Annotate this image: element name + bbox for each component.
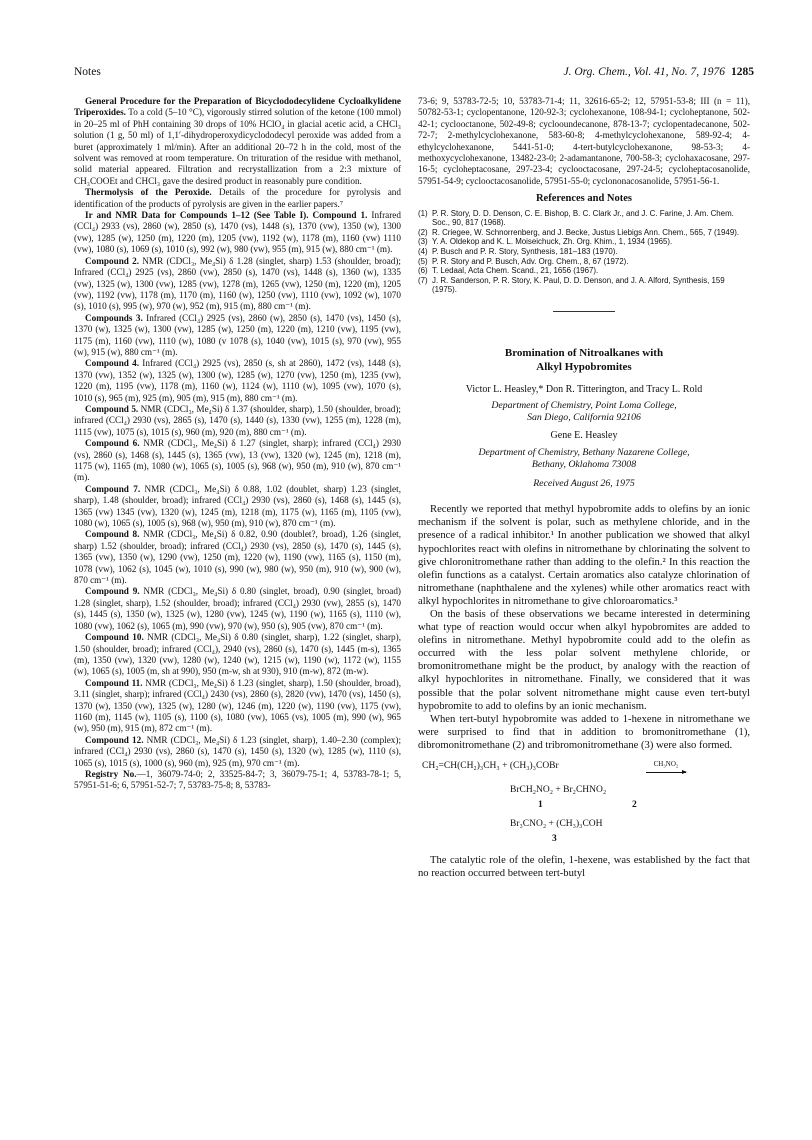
- journal-citation: [563, 66, 754, 78]
- affiliation-2: [418, 447, 750, 471]
- paragraph-lead: Compound 6.: [85, 438, 140, 449]
- body-paragraph: The catalytic role of the olefin, 1-hexene, was established by the fact that no reaction occurred between tert-butyl: [418, 855, 750, 880]
- reference-number: (4): [418, 247, 428, 257]
- body-paragraph: On the basis of these observations we became interested in determining what type of reaction would occur when alkyl hypobromites are added to olefins in nitromethane. Methyl hypobromite could add to the olefin as occurred with the less polar solvent methylene chloride, or bromonitromethane might be the product, by analogy with the reaction of alkyl hypochlorites in nitromethane. Finally, we considered that it was possible that the polar solvent nitromethane might cause even tert-butyl hypobromite to add to olefins by an ionic mechanism.: [418, 608, 750, 712]
- reference-text: P. Busch and P. R. Story, Synthesis, 181–183 (1970).: [432, 247, 618, 257]
- paragraph-text: To a cold (5–10 °C), vigorously stirred solution of the ketone (100 mmol) in 20–25 ml of PhH containing 30 drops of 10% HClO₄ in glacial acetic acid, a CHCl₃ solution (1 g, 50 ml) of 1,1′-dihydroperoxydicyclododecyl peroxide was added from a buret (approximately 1 ml/min). After an additional 20–72 h in the cold, most of the solvent was removed at room temperature. On trituration of the residue with methanol, solid material appeared. Filtration and recrystallization from a 2:3 mixture of CH₃COOEt and CHCl₃ gave the desired product in reasonably pure condition.: [74, 107, 401, 186]
- second-author: Gene E. Heasley: [550, 430, 618, 442]
- paragraph-lead: General Procedure for the Preparation of Bicyclododecylidene Cycloalkylidene Triperoxides.: [74, 96, 401, 118]
- experimental-paragraph: [74, 438, 401, 484]
- paragraph-text: Infrared (CCl₄) 2925 (vs), 2860 (w), 2850 (s), 1470 (vs), 1450 (s), 1370 (w), 1325 (w), 1300 (vw), 1285 (w), 1250 (m), 1220 (m), 1210 (vw), 1195 (vw), 1175 (m), 1160 (vw), 1110 (w), 1080 (v 1078 (s), 1040 (vw), 1015 (s), 970 (vw), 955 (w), 915 (w), 880 cm⁻¹ (m).: [74, 312, 401, 357]
- references-section: [418, 193, 750, 295]
- experimental-paragraph: [74, 210, 401, 256]
- paragraph-text: NMR (CDCl₃, Me₄Si) δ 0.80 (singlet, sharp), 1.22 (singlet, sharp), 1.50 (shoulder, broad); infrared (CCl₄), 2940 (vs), 2860 (s), 1470 (s), 1445 (m-s), 1365 (m), 1350 (vw), 1320 (vw), 1280 (w), 1240 (w), 1215 (w), 1190 (w), 1172 (w), 1155 (w), 1065 (s), 1005 (m, sh at 990), 950 (m-w, sh at 930), 910 (m-w), 872 (m-w).: [74, 632, 401, 677]
- reagent-label: CH₃NO₂: [653, 760, 679, 768]
- experimental-paragraph: [74, 404, 401, 438]
- experimental-paragraph: [74, 96, 401, 187]
- left-column: [74, 96, 401, 792]
- paragraph-text: Infrared (CCl₄) 2925 (vs), 2850 (s, sh at 2860), 1472 (vs), 1448 (s), 1370 (vw), 1352 (w), 1325 (w), 1300 (w), 1285 (w), 1270 (vw), 1250 (m), 1235 (vw), 1220 (m), 1195 (vw), 1178 (m), 1160 (w), 1124 (w), 1110 (w), 1095 (vw), 1070 (s), 1010 (s), 965 (m), 925 (m), 905 (m), 915 (m), 880 cm⁻¹ (m).: [74, 358, 401, 403]
- experimental-paragraph: [74, 313, 401, 359]
- page-number: 1285: [731, 66, 754, 78]
- reference-item: [418, 276, 750, 295]
- body-paragraph: Recently we reported that methyl hypobromite adds to olefins by an ionic mechanism if the solvent is polar, such as methylene chloride, and in the presence of a radical inhibitor.¹ In another publication we showed that alkyl hypochlorites react with olefins in nitromethane by chlorinating the solvent to give chloronitromethane rather than adding to the olefin.² In this reaction the olefin functions as a catalyst. Certain aromatics also catalyze chlorination of nitromethane (naphthalene and the xylenes) while other aromatics react with alkyl hypochlorites in nitromethane to give chloroaromatics.³: [418, 504, 750, 607]
- article-authors: Victor L. Heasley,* Don R. Titterington, and Tracy L. Rold: [465, 384, 703, 395]
- paragraph-text: NMR (CDCl₃, Me₄Si) δ 1.37 (shoulder, sharp), 1.50 (shoulder, broad); infrared (CCl₄) 2930 (vs), 2865 (s), 1470 (s), 1440 (s), 1330 (vw), 1255 (m), 1228 (m), 1115 (vw), 1075 (s), 1015 (s), 960 (m), 920 (m), 880 cm⁻¹ (m).: [74, 403, 401, 437]
- reference-item: [418, 209, 750, 228]
- article-title-line: Bromination of Nitroalkanes with: [504, 347, 664, 359]
- reference-item: [418, 257, 750, 267]
- paragraph-lead: Compound 7.: [85, 483, 141, 494]
- reference-item: [418, 266, 750, 276]
- paragraph-lead: Compound 2.: [85, 255, 140, 266]
- experimental-paragraph: [74, 256, 401, 313]
- reference-item: [418, 228, 750, 238]
- reference-number: (3): [418, 237, 428, 247]
- article-divider: [553, 311, 615, 312]
- reference-number: (1): [418, 208, 428, 218]
- article-title: [418, 346, 750, 374]
- paragraph-text: Infrared (CCl₄) 2933 (vs), 2860 (w), 2850 (s), 1470 (vs), 1448 (s), 1370 (vw), 1350 (w), 1300 (vw), 1285 (w), 1250 (m), 1220 (m), 1205 (vw), 1192 (w), 1178 (m), 1160 (vw) 1110 (vw), 1080 (s), 1069 (s), 1010 (s), 992 (w), 980 (vw), 955 (m), 915 (w), 880 cm⁻¹ (m).: [74, 210, 401, 255]
- reaction-reactants: CH₂=CH(CH₂)₃CH₃ + (CH₃)₃COBr: [422, 761, 559, 771]
- reference-list: [418, 209, 750, 295]
- reference-text: P. R. Story and P. Busch, Adv. Org. Chem., 8, 67 (1972).: [432, 256, 629, 266]
- experimental-paragraph: [74, 678, 401, 735]
- paragraph-text: NMR (CDCl₃, Me₄Si) δ 1.23 (singlet, sharp), 1.50 (shoulder, broad), 3.11 (singlet, sharp); infrared (CCl₄) 2430 (vs), 2860 (s), 2820 (vw), 1470 (vs), 1450 (s), 1370 (w), 1350 (vw), 1325 (w), 1280 (w), 1246 (m), 1220 (w), 1190 (vw), 1175 (vw), 1160 (m), 1145 (w), 1105 (s), 1100 (s), 1080 (vw), 1065 (vs), 1005 (m), 990 (w), 965 (w), 950 (m), 915 (m), 872 cm⁻¹ (m).: [74, 677, 401, 734]
- paragraph-text: NMR (CDCl₃, Me₄Si) δ 0.88, 1.02 (doublet, sharp) 1.23 (singlet, sharp), 1.48 (shoulder, broad); infrared (CCl₄) 2930 (vs), 2860 (s), 1468 (s), 1445 (s), 1365 (vw) 1345 (vw), 1320 (w), 1245 (m), 1218 (m), 1175 (w), 1165 (m), 1105 (vw), 1080 (w), 1065 (s), 1005 (s), 968 (w), 950 (m), 910 (w), 870 cm⁻¹ (m).: [74, 483, 401, 529]
- affiliation-1: [418, 400, 750, 424]
- experimental-paragraph: [74, 484, 401, 530]
- affiliation-line: Department of Chemistry, Point Loma College,: [491, 400, 677, 412]
- paragraph-lead: Compounds 3.: [85, 312, 143, 323]
- experimental-paragraph: [74, 586, 401, 632]
- paragraph-lead: Compound 4.: [85, 358, 140, 369]
- paragraph-lead: Compound 11.: [85, 677, 143, 688]
- experimental-paragraph: [74, 769, 401, 792]
- received-date: Received August 26, 1975: [533, 477, 635, 489]
- reaction-arrow: [646, 758, 686, 773]
- experimental-paragraph: [74, 358, 401, 404]
- experimental-paragraph: [74, 632, 401, 678]
- affiliation-line: Department of Chemistry, Bethany Nazarene College,: [478, 446, 690, 458]
- paragraph-lead: Compound 9.: [85, 586, 140, 597]
- paragraph-lead: Thermolysis of the Peroxide.: [85, 187, 212, 198]
- reaction-products-2: Br₃CNO₂ + (CH₃)₃COH: [510, 819, 603, 829]
- registry-continued: 73-6; 9, 53783-72-5; 10, 53783-71-4; 11, 32616-65-2; 12, 57951-53-8; III (n = 11), 50782-53-1; cyclopentanone, 120-92-3; cyclohexanone, 108-94-1; cycloheptanone, 502-42-1; cyclooctanone, 502-49-8; cyclooundecanone, 878-13-7; cyclopentadecanone, 502-72-7; 2-methylcyclohexanone, 583-60-8; 4-methylcyclohexanone, 589-92-4; 4-ethylcyclohexanone, 5441-51-0; 4-tert-butylcyclohexanone, 98-53-3; 4-methoxycyclohexanone, 13482-23-0; 2-adamantanone, 700-58-3; cyclohaxacosane, 297-16-5; cycloheptacosane, 297-23-4; cyclooctacosane, 297-24-5; cycloheptacosanolide, 57951-54-9; cyclooctacosanolide, 57951-55-0; cyclononacosanolide, 57951-56-1.: [418, 96, 750, 186]
- section-label: Notes: [74, 66, 101, 78]
- reference-number: (2): [418, 227, 428, 237]
- compound-label-2: 2: [632, 800, 637, 810]
- reference-number: (5): [418, 256, 428, 266]
- paragraph-lead: Compound 12.: [85, 734, 144, 745]
- paragraph-text: NMR (CDCl₃, Me₄Si) δ 1.27 (singlet, sharp); infrared (CCl₄) 2930 (vs), 2860 (s), 1468 (s), 1445 (s), 1365 (vw), 13 (vw), 1320 (w), 1245 (m), 1218 (m), 1175 (w), 1165 (m), 1080 (w), 1065 (s), 1005 (s), 968 (w), 950 (m), 910 (w), 870 cm⁻¹ (m).: [74, 438, 401, 483]
- paragraph-lead: Registry No.: [85, 768, 137, 779]
- compound-label-3: 3: [552, 834, 557, 844]
- paragraph-lead: Compound 5.: [85, 403, 139, 414]
- paragraph-text: NMR (CDCl₃, Me₄Si) δ 1.23 (singlet, sharp), 1.40–2.30 (complex); infrared (CCl₄) 2930 (vs), 2860 (s), 1470 (s), 1450 (s), 1320 (w), 1285 (w), 1110 (s), 1065 (s), 1015 (s), 1000 (s), 960 (m), 925 (m), 970 cm⁻¹ (m).: [74, 734, 401, 768]
- affiliation-line: Bethany, Oklahoma 73008: [531, 458, 637, 470]
- right-column: [418, 96, 750, 880]
- reference-text: J. R. Sanderson, P. R. Story, K. Paul, D. D. Denson, and J. A. Alford, Synthesis, 159 (1975).: [432, 275, 725, 295]
- paragraph-text: —1, 36079-74-0; 2, 33525-84-7; 3, 36079-75-1; 4, 53783-78-1; 5, 57951-51-6; 6, 57951-52-7; 7, 53783-75-8; 8, 53783-: [74, 768, 401, 791]
- paragraph-lead: Compound 10.: [85, 632, 144, 643]
- paragraph-text: NMR (CDCl₃, Me₄Si) δ 1.28 (singlet, sharp) 1.53 (shoulder, broad); Infrared (CCl₄) 2925 (vs), 2860 (vw), 2850 (s), 1470 (vs), 1448 (s), 1360 (w), 1335 (vw), 1325 (w), 1300 (vw), 1285 (vw), 1278 (m), 1265 (vw), 1250 (m), 1220 (m), 1205 (vw), 1192 (vw), 1178 (m), 1170 (m), 1160 (w), 1250 (vw), 1110 (vw), 1092 (w), 1070 (s), 1010 (s), 995 (w), 970 (w), 952 (m), 915 (m), 880 cm⁻¹ (m).: [74, 255, 401, 312]
- paragraph-text: NMR (CDCl₃, Me₄Si) δ 0.82, 0.90 (doublet?, broad), 1.26 (singlet, sharp) 1.52 (shoulder, broad); infrared (CCl₄) 2930 (vs), 2850 (s), 1470 (s), 1445 (s), 1365 (vw), 1350 (w), 1290 (vw), 1250 (m), 1220 (w), 1190 (vw), 1165 (s), 1150 (m), 1078 (vw), 1062 (s), 1045 (w), 1010 (s), 990 (w), 980 (w), 950 (m), 910 (w), 900 (w), 870 cm⁻¹ (m).: [74, 529, 401, 586]
- compound-label-1: 1: [538, 800, 543, 810]
- reaction-products-1: BrCH₂NO₂ + Br₂CHNO₂: [510, 785, 607, 795]
- reference-text: T. Ledaal, Acta Chem. Scand., 21, 1656 (1967).: [432, 266, 599, 276]
- paragraph-lead: Ir and NMR Data for Compounds 1–12 (See Table I). Compound 1.: [85, 210, 368, 221]
- journal-name: J. Org. Chem., Vol. 41, No. 7, 1976: [563, 66, 725, 78]
- affiliation-line: San Diego, California 92106: [527, 412, 641, 424]
- references-title: References and Notes: [535, 193, 633, 205]
- experimental-paragraph: [74, 735, 401, 769]
- reference-item: [418, 247, 750, 257]
- experimental-paragraph: [74, 529, 401, 586]
- experimental-paragraph: [74, 187, 401, 210]
- reference-item: [418, 237, 750, 247]
- article-body: [418, 503, 750, 880]
- reference-number: (7): [418, 275, 428, 285]
- reference-text: R. Criegee, W. Schnorrenberg, and J. Becke, Justus Liebigs Ann. Chem., 565, 7 (1949).: [432, 227, 740, 237]
- article-title-line: Alkyl Hypobromites: [536, 361, 632, 373]
- reference-text: P. R. Story, D. D. Denson, C. E. Bishop, B. C. Clark Jr., and J. C. Farine, J. Am. Chem. Soc., 90, 817 (1968).: [432, 208, 734, 228]
- paragraph-lead: Compound 8.: [85, 529, 140, 540]
- reference-text: Y. A. Oldekop and K. L. Moiseichuck, Zh. Org. Khim., 1, 1934 (1965).: [432, 237, 673, 247]
- running-head: [74, 66, 754, 82]
- body-paragraph: When tert-butyl hypobromite was added to 1-hexene in nitromethane we were surprised to find that in addition to bromonitromethane (1), dibromonitromethane (2) and tribromonitromethane (3) were also formed.: [418, 713, 750, 751]
- reaction-scheme: [418, 760, 750, 848]
- paragraph-text: Details of the procedure for pyrolysis and identification of the products of pyrolysis are given in the earlier papers.⁷: [74, 187, 401, 209]
- reference-number: (6): [418, 266, 428, 276]
- paragraph-text: NMR (CDCl₃, Me₄Si) δ 0.80 (singlet, broad), 0.90 (singlet, broad) 1.28 (singlet, sharp), 1.52 (shoulder, broad); infrared (CCl₄) 2930 (vw), 2855 (s), 1470 (s), 1445 (s), 1350 (w), 1325 (w), 1280 (vw), 1245 (w), 1190 (w), 1165 (s), 1110 (w), 1080 (vw), 1062 (s), 1065 (m), 990 (vw), 970 (w), 950 (s), 905 (vw), 870 cm⁻¹ (m).: [74, 586, 401, 631]
